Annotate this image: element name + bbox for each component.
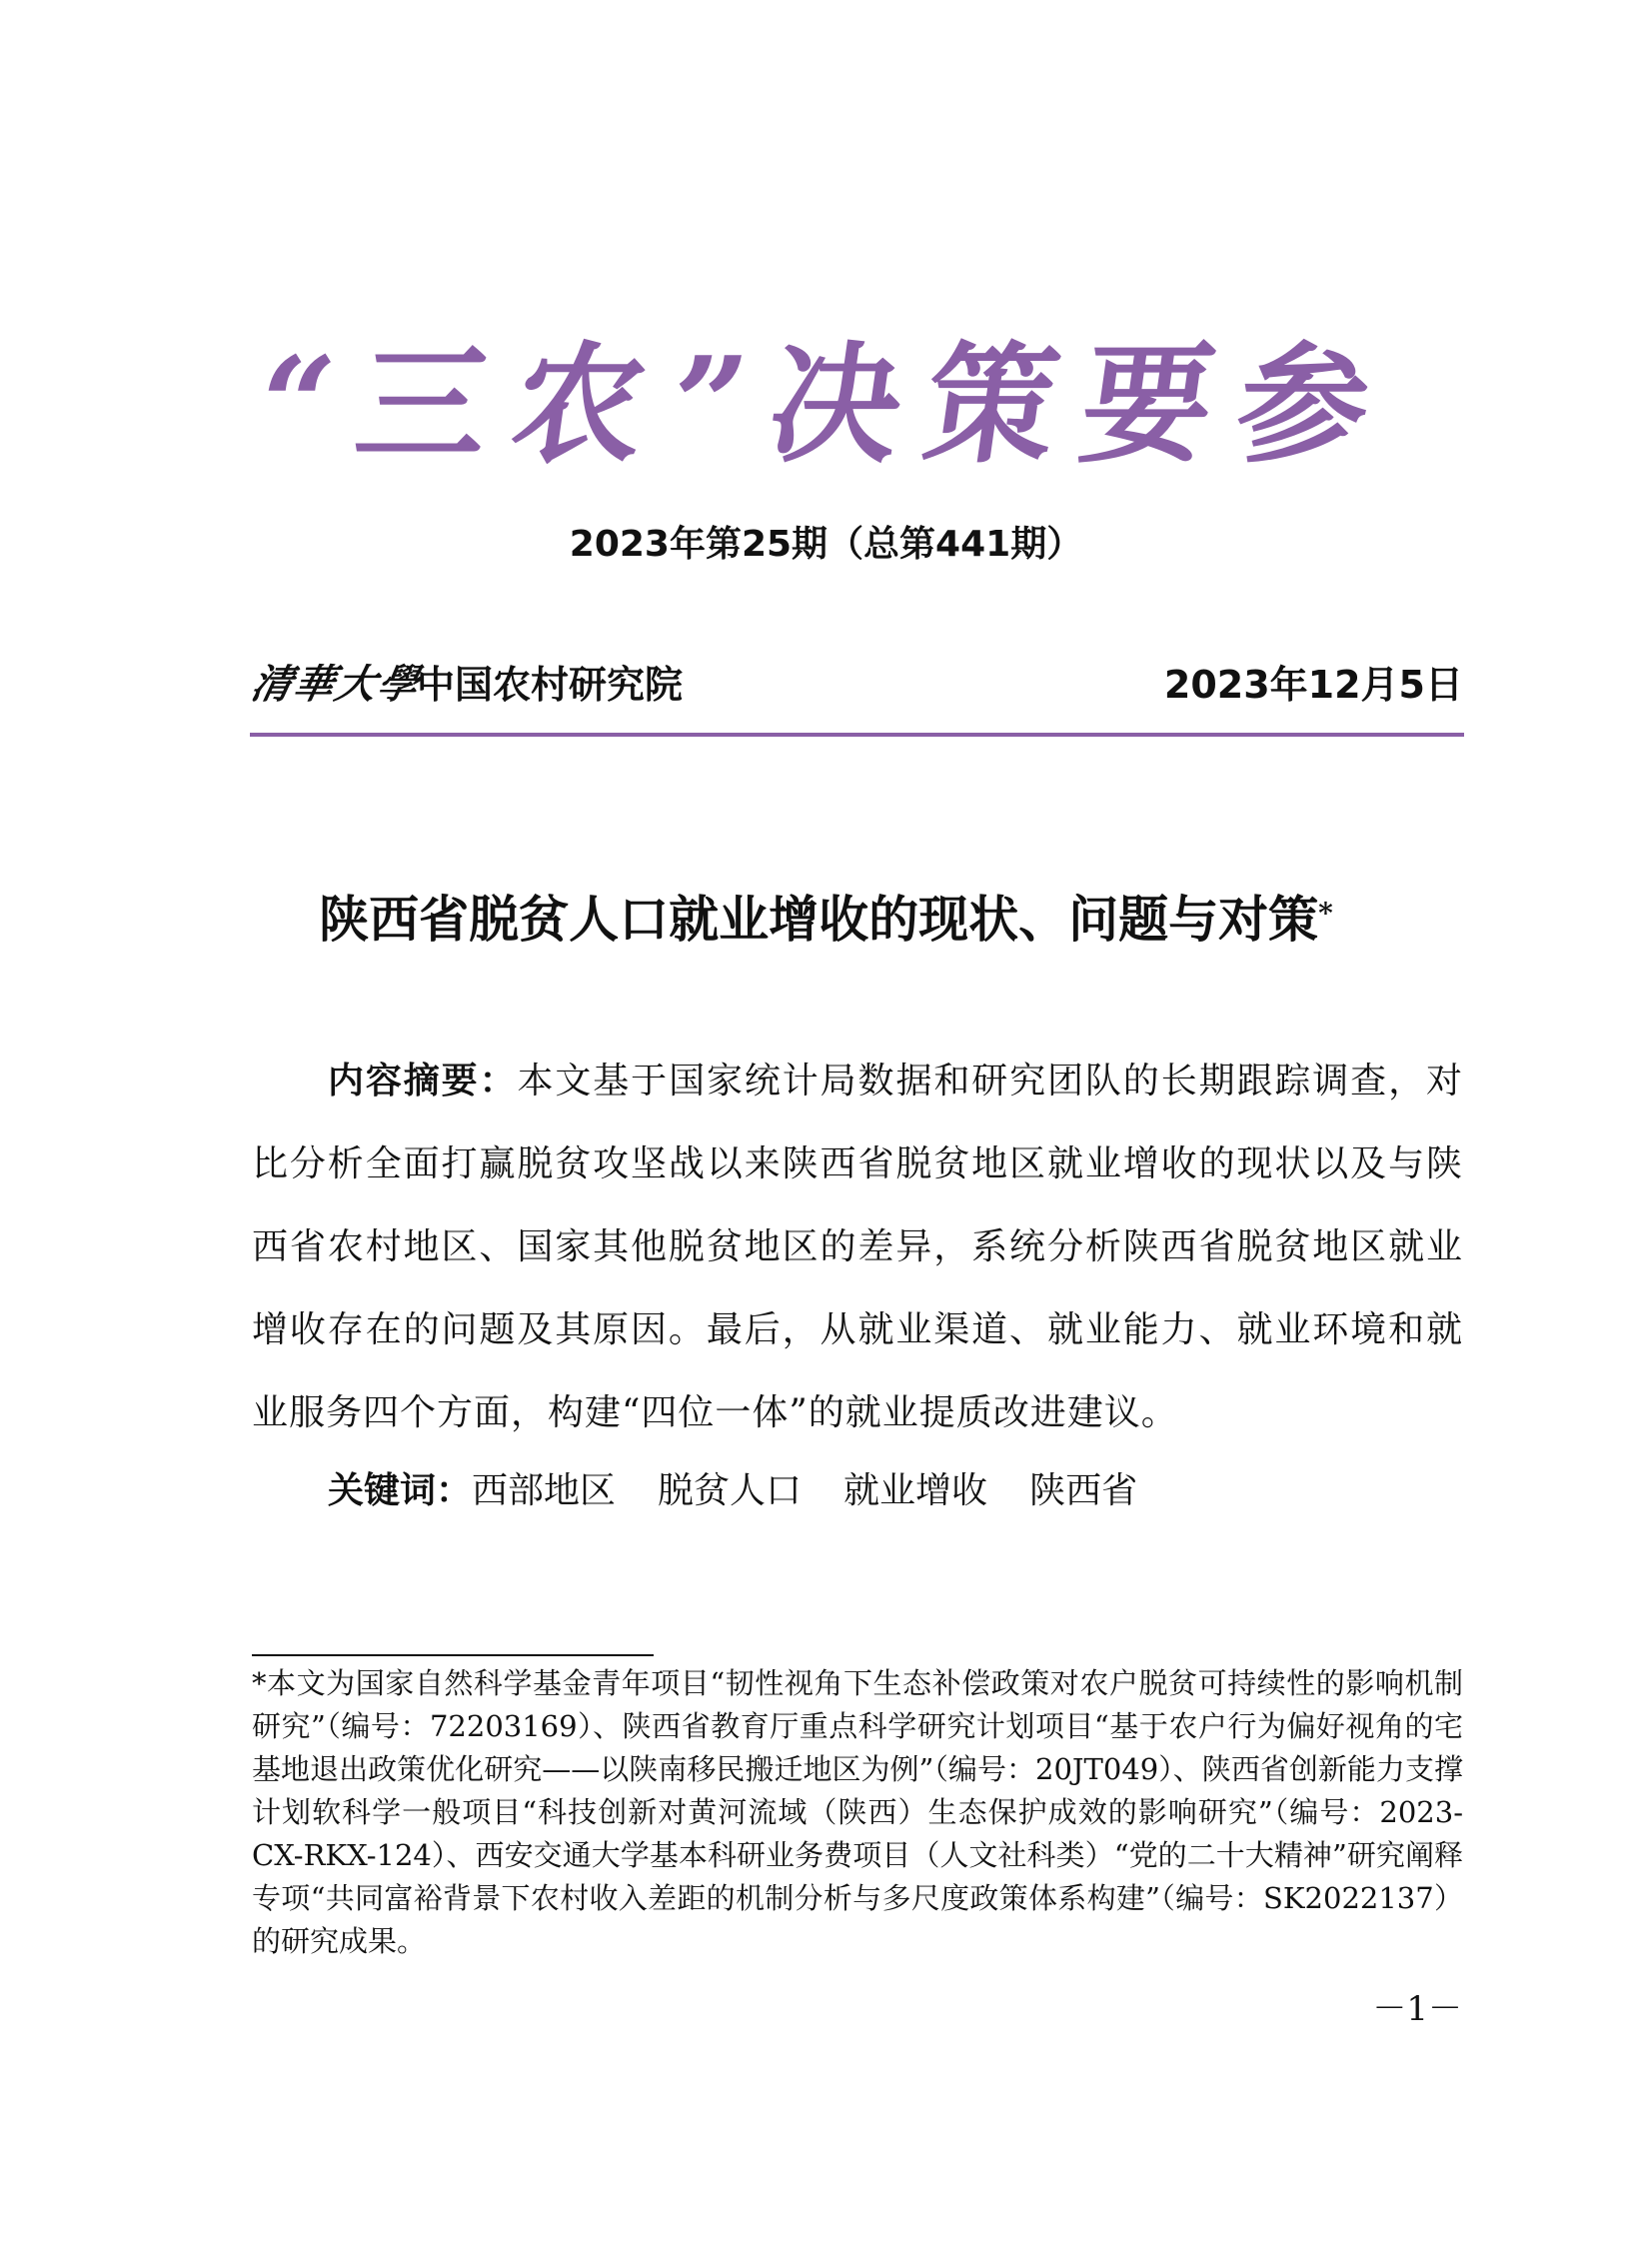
article-title	[0, 885, 1652, 955]
keyword: 脱贫人口	[658, 1470, 803, 1511]
funding-footnote: *本文为国家自然科学基金青年项目“韧性视角下生态补偿政策对农户脱贫可持续性的影响机制研究”（编号：72203169）、陕西省教育厅重点科学研究计划项目“基于农户行为偏好视角的宅基地退出政策优化研究——以陕南移民搬迁地区为例”（编号：20JT049）、陕西省创新能力支撑计划软科学一般项目“科技创新对黄河流域（陕西）生态保护成效的影响研究”（编号：2023-CX-RKX-124）、西安交通大学基本科研业务费项目（人文社科类）“党的二十大精神”研究阐释专项“共同富裕背景下农村收入差距的机制分析与多尺度政策体系构建”（编号：SK2022137）的研究成果。	[252, 1666, 1463, 1958]
issue-line: 2023年第25期（总第441期）	[569, 524, 1083, 565]
keyword: 西部地区	[472, 1470, 617, 1511]
institution-name: 中国农村研究院	[417, 663, 684, 707]
abstract-label: 内容摘要：	[328, 1061, 518, 1102]
page-number: －1－	[1372, 1989, 1462, 2029]
institution-row	[247, 655, 1463, 715]
article-title-text: 陕西省脱贫人口就业增收的现状、问题与对策	[319, 890, 1319, 949]
footnote-divider	[252, 1654, 654, 1656]
title-footnote-mark: *	[1318, 897, 1333, 930]
header-divider	[250, 733, 1464, 737]
masthead-title: “三农”决策要参	[247, 328, 1406, 481]
university-logo: 清華大學	[247, 661, 426, 708]
keyword: 就业增收	[843, 1470, 988, 1511]
keyword: 陕西省	[1029, 1470, 1138, 1511]
publication-date: 2023年12月5日	[1163, 663, 1463, 707]
keywords-line	[328, 1456, 1463, 1526]
abstract-paragraph	[252, 1040, 1463, 1454]
abstract-text: 本文基于国家统计局数据和研究团队的长期跟踪调查，对比分析全面打赢脱贫攻坚战以来陕西省脱贫地区就业增收的现状以及与陕西省农村地区、国家其他脱贫地区的差异，系统分析陕西省脱贫地区就业增收存在的问题及其原因。最后，从就业渠道、就业能力、就业环境和就业服务四个方面，构建“四位一体”的就业提质改进建议。	[252, 1061, 1463, 1433]
keywords-label: 关键词：	[328, 1470, 473, 1511]
